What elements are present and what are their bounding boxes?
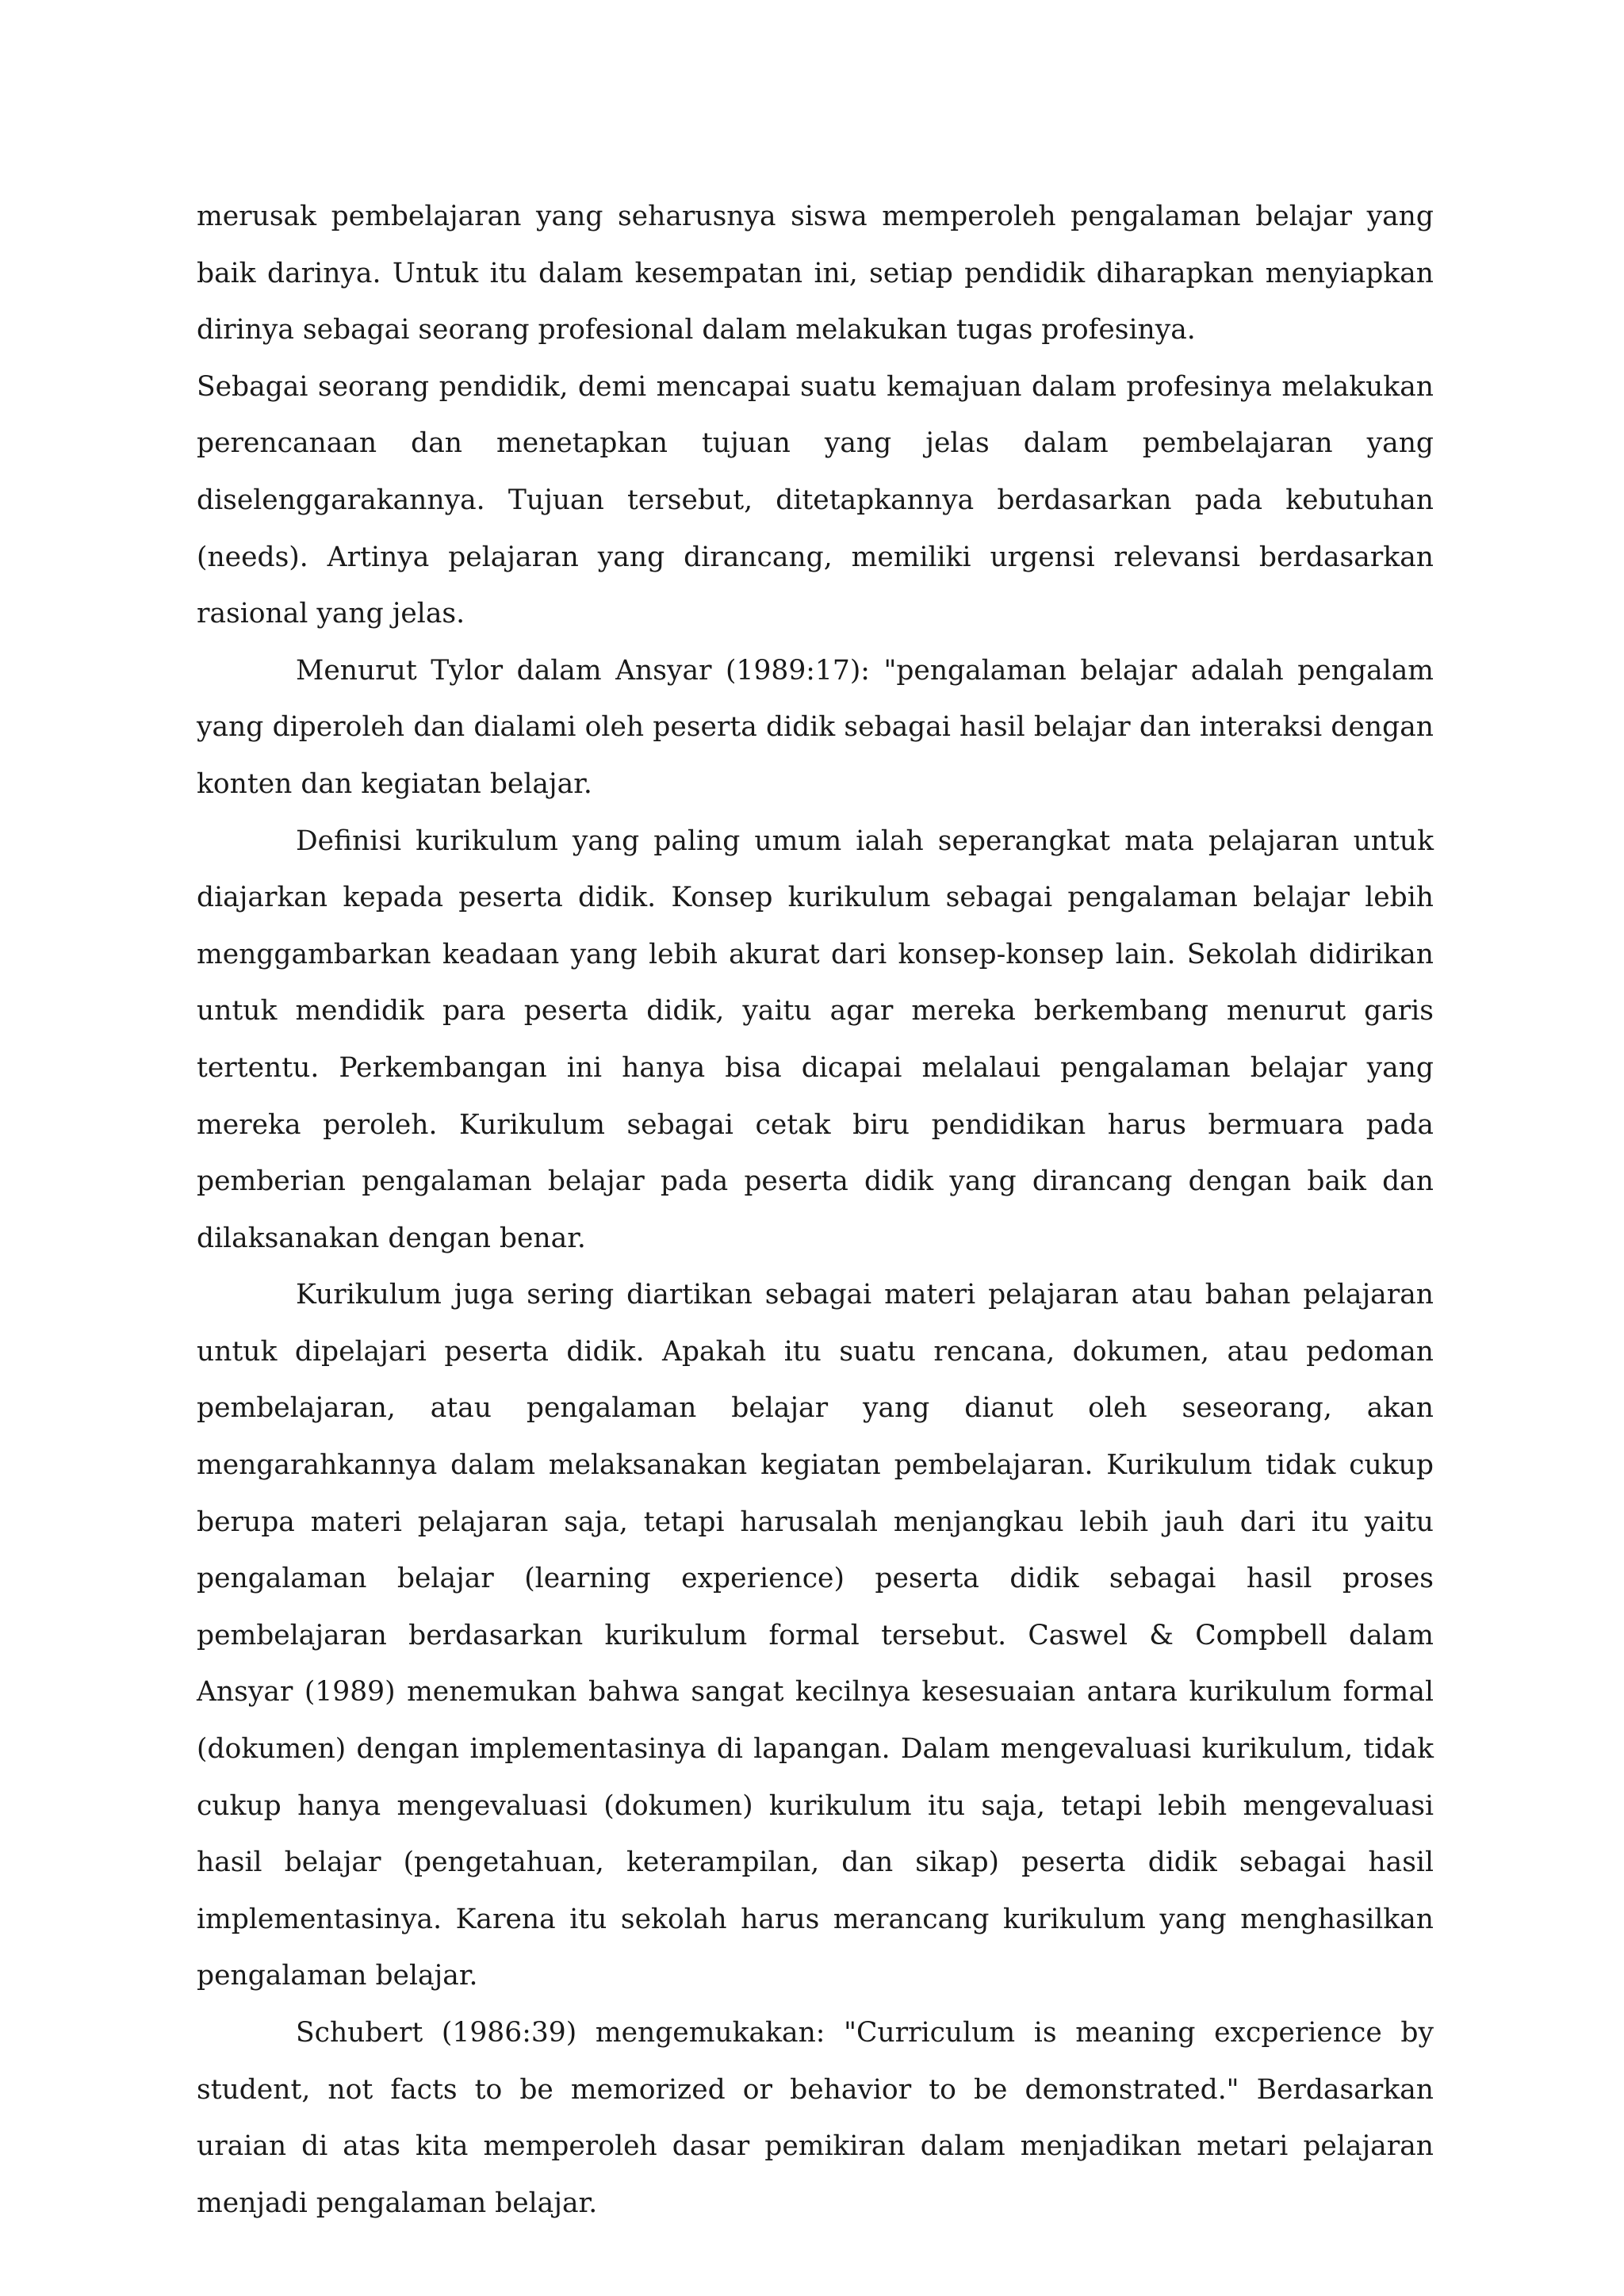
body-text [197,189,1434,2232]
paragraph: Definisi kurikulum yang paling umum ialah seperangkat mata pelajaran untuk diajarkan kepada peserta didik. Konsep kurikulum sebagai pengalaman belajar lebih menggambarkan keadaan yang lebih akurat dari konsep-konsep lain. Sekolah didirikan untuk mendidik para peserta didik, yaitu agar mereka berkembang menurut garis tertentu. Perkembangan ini hanya bisa dicapai melalaui pengalaman belajar yang mereka peroleh. Kurikulum sebagai cetak biru pendidikan harus bermuara pada pemberian pengalaman belajar pada peserta didik yang dirancang dengan baik dan dilaksanakan dengan benar. [197,825,1434,1254]
paragraph: merusak pembelajaran yang seharusnya siswa memperoleh pengalaman belajar yang baik darinya. Untuk itu dalam kesempatan ini, setiap pendidik diharapkan menyiapkan dirinya sebagai seorang profesional dalam melakukan tugas profesinya. [197,201,1434,346]
paragraph: Sebagai seorang pendidik, demi mencapai suatu kemajuan dalam profesinya melakukan perencanaan dan menetapkan tujuan yang jelas dalam pembelajaran yang diselenggarakannya. Tujuan tersebut, ditetapkannya berdasarkan pada kebutuhan (needs). Artinya pelajaran yang dirancang, memiliki urgensi relevansi berdasarkan rasional yang jelas. [197,370,1434,630]
paragraph: Kurikulum juga sering diartikan sebagai materi pelajaran atau bahan pelajaran untuk dipelajari peserta didik. Apakah itu suatu rencana, dokumen, atau pedoman pembelajaran, atau pengalaman belajar yang dianut oleh seseorang, akan mengarahkannya dalam melaksanakan kegiatan pembelajaran. Kurikulum tidak cukup berupa materi pelajaran saja, tetapi harusalah menjangkau lebih jauh dari itu yaitu pengalaman belajar (learning experience) peserta didik sebagai hasil proses pembelajaran berdasarkan kurikulum formal tersebut. Caswel & Compbell dalam Ansyar (1989) menemukan bahwa sangat kecilnya kesesuaian antara kurikulum formal (dokumen) dengan implementasinya di lapangan. Dalam mengevaluasi kurikulum, tidak cukup hanya mengevaluasi (dokumen) kurikulum itu saja, tetapi lebih mengevaluasi hasil belajar (pengetahuan, keterampilan, dan sikap) peserta didik sebagai hasil implementasinya. Karena itu sekolah harus merancang kurikulum yang menghasilkan pengalaman belajar. [197,1279,1434,1992]
paragraph: Schubert (1986:39) mengemukakan: "Curriculum is meaning excperience by student, not facts to be memorized or behavior to be demonstrated." Berdasarkan uraian di atas kita memperoleh dasar pemikiran dalam menjadikan metari pelajaran menjadi pengalaman belajar. [197,2017,1434,2219]
paragraph: Menurut Tylor dalam Ansyar (1989:17): "pengalaman belajar adalah pengalam yang diperoleh dan dialami oleh peserta didik sebagai hasil belajar dan interaksi dengan konten dan kegiatan belajar. [197,654,1434,800]
